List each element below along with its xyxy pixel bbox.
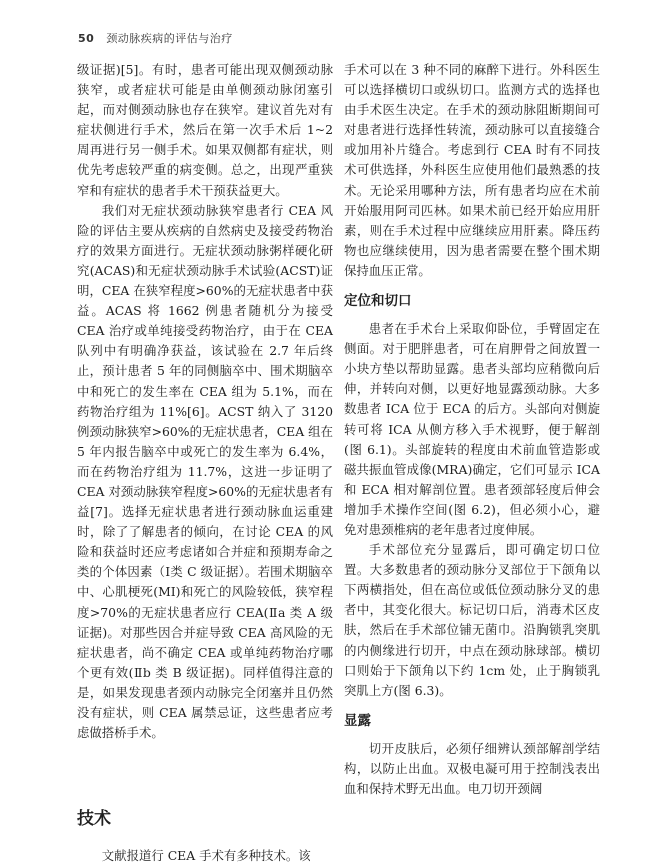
running-title: 颈动脉疾病的评估与治疗 <box>106 32 233 45</box>
right-paragraph-1: 手术可以在 3 种不同的麻醉下进行。外科医生可以选择横切口或纵切口。监测方式的选择也由手术医生决定。在手术的颈动脉阻断期间可对患者进行选择性转流，颈动脉可以直接缝合或加用补片缝合。考虑到行 CEA 时有不同技术可供选择，外科医生应使用他们最熟悉的技术。无论采用哪种方法，所有患者均应在术前开始服用阿司匹林。如果术前已经开始应用肝素，则在手术过程中应继续应用肝素。降压药物也应继续使用，因为患者需要在整个围术期保持血压正常。 <box>344 62 600 278</box>
right-column <box>344 60 600 799</box>
left-paragraph-2: 我们对无症状颈动脉狭窄患者行 CEA 风险的评估主要从疾病的自然病史及接受药物治疗的效果方面进行。无症状颈动脉粥样硬化研究(ACAS)和无症状颈动脉手术试验(ACST)证明，CEA 在狭窄程度>60%的无症状患者中获益。ACAS 将 1662 例患者随机分为接受 CEA 治疗或单纯接受药物治疗，由于在 CEA 队列中有明确净获益，该试验在 2.7 年后终止，预计患者 5 年的同侧脑卒中、围术期脑卒中和死亡的发生率在 CEA 组为 5.1%，而在药物治疗组为 11%[6]。ACST 纳入了 3120 例颈动脉狭窄>60%的无症状患者，CEA 组在 5 年内报告脑卒中或死亡的发生率为 6.4%，而在药物治疗组为 11.7%，这进一步证明了 CEA 对颈动脉狭窄程度>60%的无症状患者有益[7]。选择无症状患者进行颈动脉血运重建时，除了了解患者的倾向，在讨论 CEA 的风险和获益时还应考虑诸如合并症和预期寿命之类的个体因素（Ⅰ类 C 级证据）。若围术期脑卒中、心肌梗死(MI)和死亡的风险较低，狭窄程度>70%的无症状患者应行 CEA(Ⅱa 类 A 级证据)。对那些因合并症导致 CEA 高风险的无症状患者，尚不确定 CEA 或单纯药物治疗哪个更有效(Ⅱb 类 B 级证据)。同样值得注意的是，如果发现患者颈内动脉完全闭塞并且仍然没有症状，则 CEA 属禁忌证，这些患者应考虑做搭桥手术。 <box>77 202 333 741</box>
right-paragraph-4: 切开皮肤后，必须仔细辨认颈部解剖学结构，以防止出血。双极电凝可用于控制浅表出血和保持术野无出血。电刀切开颈阔 <box>344 740 600 796</box>
section-heading-technique: 技术 <box>77 809 111 829</box>
left-column <box>77 60 333 863</box>
page-number: 50 <box>78 32 95 45</box>
subheading-exposure: 显露 <box>344 712 371 729</box>
right-paragraph-2: 患者在手术台上采取仰卧位，手臂固定在侧面。对于肥胖患者，可在肩胛骨之间放置一小块方垫以帮助显露。患者头部均应稍微向后伸，并转向对侧，以更好地显露颈动脉。大多数患者 ICA 位于 ECA 的后方。头部向对侧旋转可将 ICA 从侧方移入手术视野，便于解剖(图 6.1)。头部旋转的程度由术前血管造影或磁共振血管成像(MRA)确定，它们可显示 ICA 和 ECA 相对解剖位置。患者颈部轻度后伸会增加手术操作空间(图 6.2)，但必须小心，避免对患颈椎病的老年患者过度伸展。 <box>344 321 600 537</box>
subheading-positioning-incision: 定位和切口 <box>344 293 412 310</box>
left-paragraph-3: 文献报道行 CEA 手术有多种技术。该 <box>101 848 311 863</box>
left-paragraph-1: 级证据)[5]。有时，患者可能出现双侧颈动脉狭窄，或者症状可能是由单侧颈动脉闭塞引起，而对侧颈动脉也存在狭窄。建议首先对有症状侧进行手术，然后在第一次手术后 1~2 周再进行另一侧手术。如果双侧都有症状，则优先考虑较严重的病变侧。总之，出现严重狭窄和有症状的患者手术干预获益更大。 <box>77 62 333 198</box>
running-header <box>78 30 233 46</box>
right-paragraph-3: 手术部位充分显露后，即可确定切口位置。大多数患者的颈动脉分叉部位于下颌角以下两横指处，但在高位或低位颈动脉分叉的患者中，其变化很大。标记切口后，消毒术区皮肤，然后在手术部位铺无菌巾。沿胸锁乳突肌的内侧缘进行切开，中点在颈动脉球部。横切口则始于下颌角以下约 1cm 处，止于胸锁乳突肌上方(图 6.3)。 <box>344 542 600 698</box>
